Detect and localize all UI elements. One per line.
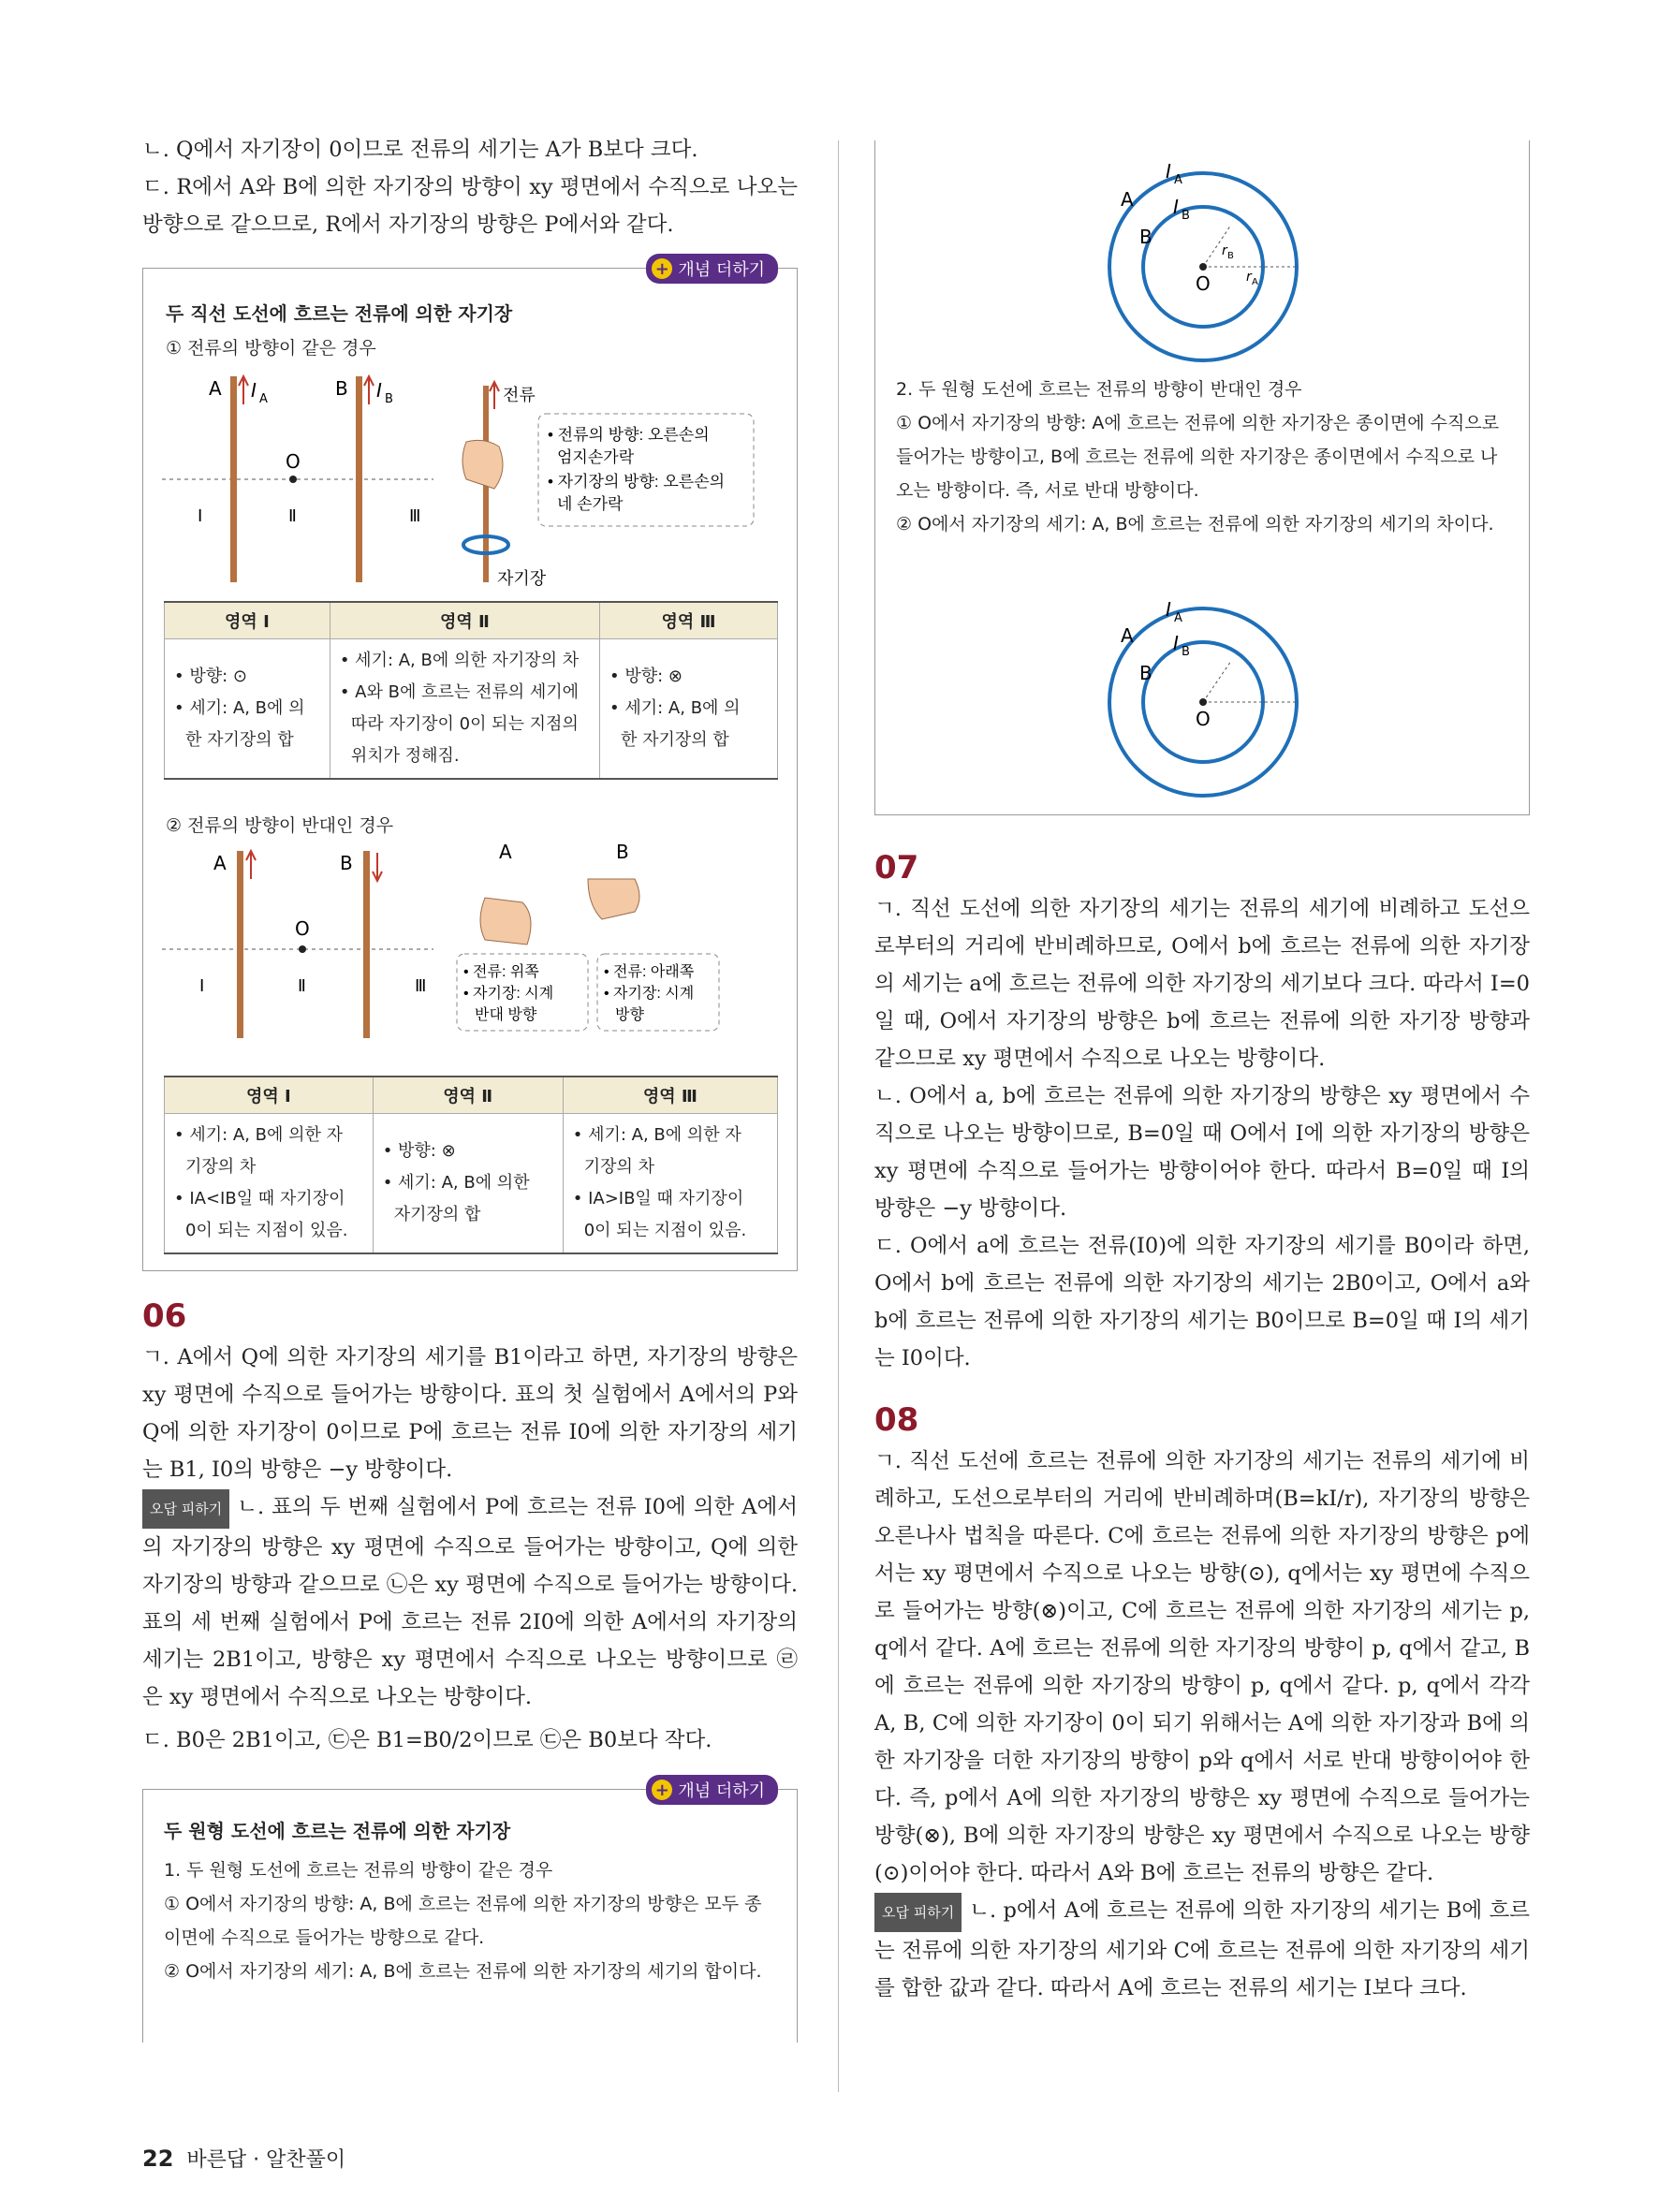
table-cell: • IA<IB일 때 자기장이 xyxy=(174,1189,345,1209)
label-ia-sub: A xyxy=(1174,611,1182,625)
hand-a-label: A xyxy=(499,842,512,863)
table-cell: 기장의 차 xyxy=(185,1157,257,1177)
region-1: Ⅰ xyxy=(199,976,205,996)
footer-label: 바른답 · 알찬풀이 xyxy=(186,2148,346,2172)
table-same-direction xyxy=(164,601,778,780)
section-08 xyxy=(874,1401,1530,2007)
case-2-label: ② 전류의 방향이 반대인 경우 xyxy=(166,815,394,836)
table-cell: 위치가 정해짐. xyxy=(350,746,460,766)
box-title: 두 원형 도선에 흐르는 전류에 의한 자기장 xyxy=(164,1820,511,1842)
sec06-para-2 xyxy=(142,1488,798,1716)
label-ra-sub: A xyxy=(1252,277,1258,287)
box2-line-2: ① O에서 자기장의 방향: A, B에 흐르는 전류에 의한 자기장의 방향은 모두 종이면에 수직으로 들어가는 방향으로 같다. xyxy=(164,1894,762,1948)
table-header: 영역 Ⅰ xyxy=(165,1077,374,1114)
table-cell: • 세기: A, B에 의한 자기장의 차 xyxy=(339,651,580,670)
label-a: A xyxy=(1121,188,1134,211)
sec07-para-2: ㄴ. O에서 a, b에 흐르는 전류에 의한 자기장의 방향은 xy 평면에서 수직으로 나오는 방향이므로, B=0일 때 O에서 I에 의한 자기장의 방향은 xy 평면에 수직으로 들어가는 방향이어야 한다. 따라서 B=0일 때 I의 방향은 −y 방향이다. xyxy=(874,1084,1530,1221)
intro-para-1: ㄴ. Q에서 자기장이 0이므로 전류의 세기는 A가 B보다 크다. xyxy=(142,138,698,162)
plus-icon: + xyxy=(652,258,672,279)
label-ia: I xyxy=(1166,160,1171,183)
section-07 xyxy=(874,849,1530,1377)
table-cell: • 세기: A, B에 의한 xyxy=(382,1173,530,1193)
label-ib: I xyxy=(1173,632,1179,654)
region-2: Ⅱ xyxy=(288,506,297,526)
sec08-para-1: ㄱ. 직선 도선에 흐르는 전류에 의한 자기장의 세기는 전류의 세기에 비례하고, 도선으로부터의 거리에 반비례하며(B=kI/r), 자기장의 방향은 오른나사 법칙을 따른다. C에 흐르는 전류에 의한 자기장의 방향은 p에서는 xy 평면에서 수직으로 나오는 방향(⊙), q에서는 xy 평면에 수직으로 들어가는 방향(⊗)이고, C에 흐르는 전류에 의한 자기장의 세기는 p, q에서 같다. A에 흐르는 전류에 의한 자기장의 방향이 p, q에서 같고, B에 흐르는 전류에 의한 자기장의 방향이 p, q에서 같다. p, q에서 각각 A, B, C에 의한 자기장이 0이 되기 위해서는 A에 의한 자기장과 B에 의한 자기장을 더한 자기장의 방향이 p와 q에서 서로 반대 방향이어야 한다. 즉, p에서 A에 의한 자기장의 방향은 xy 평면에 수직으로 들어가는 방향(⊗), B에 의한 자기장의 방향은 xy 평면에서 수직으로 나오는 방향(⊙)이어야 한다. 따라서 A와 B에 흐르는 전류의 방향은 같다. xyxy=(874,1449,1530,1885)
badge-label: 개념 더하기 xyxy=(678,1781,765,1801)
label-ib: I xyxy=(376,379,382,402)
note-3: • 자기장의 방향: 오른손의 xyxy=(548,473,726,491)
figure-same-direction xyxy=(162,367,780,592)
table-cell: 한 자기장의 합 xyxy=(621,730,729,750)
wire-b xyxy=(356,376,362,582)
label-rb: r xyxy=(1222,243,1227,258)
page-number: 22 xyxy=(142,2146,174,2172)
right-hand-icon xyxy=(462,440,503,489)
region-3: Ⅲ xyxy=(409,506,421,526)
table-cell: 0이 되는 지점이 있음. xyxy=(583,1221,747,1240)
table-header: 영역 Ⅲ xyxy=(563,1077,777,1114)
label-ib: I xyxy=(1173,196,1179,218)
table-cell: 기장의 차 xyxy=(583,1157,655,1177)
label-b: B xyxy=(335,377,348,400)
table-cell: 0이 되는 지점이 있음. xyxy=(185,1221,348,1240)
region-3: Ⅲ xyxy=(415,976,427,996)
note-b1: • 전류: 아래쪽 xyxy=(604,964,695,980)
section-06 xyxy=(142,1297,798,1759)
sec06-para-1: ㄱ. A에서 Q에 의한 자기장의 세기를 B1이라고 하면, 자기장의 방향은 xy 평면에 수직으로 들어가는 방향이다. 표의 첫 실험에서 A에서의 P와 Q에 의한 자기장이 0이므로 P에 흐르는 전류 I0에 의한 자기장의 세기는 B1, I0의 방향은 −y 방향이다. xyxy=(142,1345,798,1482)
section-number: 07 xyxy=(874,849,919,886)
note-a3: 반대 방향 xyxy=(475,1007,537,1023)
plus-icon: + xyxy=(652,1780,672,1800)
hand-b-label: B xyxy=(616,842,629,863)
note-2: 엄지손가락 xyxy=(557,448,635,466)
concept-badge xyxy=(646,1775,778,1805)
figure-opposite-direction xyxy=(162,842,780,1047)
figure-loops-opposite xyxy=(1081,590,1325,805)
label-b: B xyxy=(1139,226,1152,248)
label-ia: I xyxy=(1166,598,1171,621)
section-number: 08 xyxy=(874,1401,919,1439)
label-ia: I xyxy=(251,379,257,402)
note-4: 네 손가락 xyxy=(557,495,624,513)
current-arrow-b xyxy=(364,376,374,404)
note-b3: 방향 xyxy=(615,1007,644,1023)
table-opposite-direction xyxy=(164,1076,778,1254)
table-header: 영역 Ⅲ xyxy=(600,602,778,639)
label-a: A xyxy=(213,852,227,874)
box-line-2: ① O에서 자기장의 방향: A에 흐르는 전류에 의한 자기장은 종이면에 수직으로 들어가는 방향이고, B에 흐르는 전류에 의한 자기장은 종이면에서 수직으로 나오는 방향이다. 즉, 서로 반대 방향이다. xyxy=(896,413,1500,501)
badge-label: 개념 더하기 xyxy=(678,260,765,280)
table-cell: 자기장의 합 xyxy=(393,1205,481,1224)
table-cell: 한 자기장의 합 xyxy=(185,730,294,750)
label-current: 전류 xyxy=(503,386,536,405)
label-rb-sub: B xyxy=(1227,251,1234,261)
note-b2: • 자기장: 시계 xyxy=(604,986,695,1002)
table-header: 영역 Ⅰ xyxy=(165,602,330,639)
table-cell: • 세기: A, B에 의한 자 xyxy=(174,1125,344,1145)
sec08-para-2-text: ㄴ. p에서 A에 흐르는 전류에 의한 자기장의 세기는 B에 흐르는 전류에 의한 자기장의 세기와 C에 흐르는 전류에 의한 자기장의 세기를 합한 값과 같다. 따라서 A에 흐르는 전류의 세기는 I보다 크다. xyxy=(874,1898,1530,2000)
left-column xyxy=(142,131,798,2043)
region-2: Ⅱ xyxy=(298,976,306,996)
section-number: 06 xyxy=(142,1297,187,1335)
note-a1: • 전류: 위쪽 xyxy=(463,964,539,980)
hand-up-icon xyxy=(480,898,531,945)
box-line-1: 2. 두 원형 도선에 흐르는 전류의 방향이 반대인 경우 xyxy=(896,379,1302,400)
right-column xyxy=(874,140,1530,2007)
concept-box-circular-loops xyxy=(142,1780,798,2043)
wrong-answer-tag: 오답 피하기 xyxy=(874,1893,962,1932)
wrong-answer-tag: 오답 피하기 xyxy=(142,1489,229,1529)
intro-para-2: ㄷ. R에서 A와 B에 의한 자기장의 방향이 xy 평면에서 수직으로 나오는 방향으로 같으므로, R에서 자기장의 방향은 P에서와 같다. xyxy=(142,175,798,237)
label-ib-sub: B xyxy=(1182,645,1190,659)
label-a: A xyxy=(1121,624,1134,647)
concept-box-straight-wires xyxy=(142,258,798,1271)
concept-box-continued xyxy=(874,140,1530,815)
table-cell: • 방향: ⊙ xyxy=(174,667,247,686)
label-o: O xyxy=(1196,708,1211,730)
sec07-para-1: ㄱ. 직선 도선에 의한 자기장의 세기는 전류의 세기에 비례하고 도선으로부터의 거리에 반비례하므로, O에서 b에 흐르는 전류에 의한 자기장의 세기는 a에 흐르는 전류에 의한 자기장의 세기보다 크다. 따라서 I=0일 때, O에서 자기장의 방향은 b에 흐르는 전류에 의한 자기장 방향과 같으므로 xy 평면에서 수직으로 나오는 방향이다. xyxy=(874,897,1530,1071)
label-ra: r xyxy=(1246,270,1252,285)
table-header: 영역 Ⅱ xyxy=(373,1077,563,1114)
label-b: B xyxy=(340,852,353,874)
figure-loops-same xyxy=(1081,150,1325,365)
sec06-para-2-text: ㄴ. 표의 두 번째 실험에서 P에 흐르는 전류 I0에 의한 A에서의 자기장의 방향은 xy 평면에 수직으로 들어가는 방향이고, Q에 의한 자기장의 방향과 같으므로 ㉡은 xy 평면에 수직으로 들어가는 방향이다. 표의 세 번째 실험에서 P에 흐르는 전류 2I0에 의한 A에서의 자기장의 세기는 2B1이고, 방향은 xy 평면에서 수직으로 나오는 방향이므로 ㉣은 xy 평면에서 수직으로 나오는 방향이다. xyxy=(142,1495,798,1709)
box-title: 두 직선 도선에 흐르는 전류에 의한 자기장 xyxy=(166,302,513,325)
page-footer xyxy=(142,2144,345,2173)
label-field: 자기장 xyxy=(497,569,547,589)
table-cell: • 세기: A, B에 의한 자 xyxy=(572,1125,741,1145)
label-o: O xyxy=(1196,272,1211,295)
wire-a xyxy=(230,376,237,582)
label-ib-sub: B xyxy=(1182,209,1190,223)
table-cell: • 방향: ⊗ xyxy=(382,1141,456,1161)
table-cell: • 방향: ⊗ xyxy=(609,667,683,686)
current-arrow-a xyxy=(239,376,248,404)
box-line-3: ② O에서 자기장의 세기: A, B에 흐르는 전류에 의한 자기장의 세기의 차이다. xyxy=(896,514,1494,535)
label-a: A xyxy=(209,377,222,400)
label-o: O xyxy=(295,917,310,940)
sec06-para-3: ㄷ. B0은 2B1이고, ㉢은 B1=B0/2이므로 ㉢은 B0보다 작다. xyxy=(142,1728,712,1752)
label-ia-sub: A xyxy=(259,392,268,406)
table-cell: • 세기: A, B에 의 xyxy=(174,698,305,718)
label-ib-sub: B xyxy=(385,392,393,406)
column-divider xyxy=(838,140,839,2092)
table-header: 영역 Ⅱ xyxy=(330,602,599,639)
table-cell: • IA>IB일 때 자기장이 xyxy=(572,1189,744,1209)
label-b: B xyxy=(1139,662,1152,684)
table-cell: • A와 B에 흐르는 전류의 세기에 xyxy=(339,682,579,702)
box2-line-1: 1. 두 원형 도선에 흐르는 전류의 방향이 같은 경우 xyxy=(164,1860,553,1881)
hand-down-icon xyxy=(588,879,639,919)
box2-line-3: ② O에서 자기장의 세기: A, B에 흐르는 전류에 의한 자기장의 세기의 합이다. xyxy=(164,1961,762,1982)
concept-badge xyxy=(646,254,778,284)
table-cell: • 세기: A, B에 의 xyxy=(609,698,741,718)
table-cell: 따라 자기장이 0이 되는 지점의 xyxy=(350,714,579,734)
case-1-label: ① 전류의 방향이 같은 경우 xyxy=(166,338,376,359)
note-1: • 전류의 방향: 오른손의 xyxy=(548,426,710,444)
sec08-para-2 xyxy=(874,1892,1530,2007)
region-1: Ⅰ xyxy=(198,506,203,526)
note-a2: • 자기장: 시계 xyxy=(463,986,554,1002)
label-o: O xyxy=(286,450,301,473)
sec07-para-3: ㄷ. O에서 a에 흐르는 전류(I0)에 의한 자기장의 세기를 B0이라 하면, O에서 b에 흐르는 전류에 의한 자기장의 세기는 2B0이고, O에서 a와 b에 흐르는 전류에 의한 자기장의 세기는 B0이므로 B=0일 때 I의 세기는 I0이다. xyxy=(874,1234,1530,1370)
label-ia-sub: A xyxy=(1174,173,1182,187)
